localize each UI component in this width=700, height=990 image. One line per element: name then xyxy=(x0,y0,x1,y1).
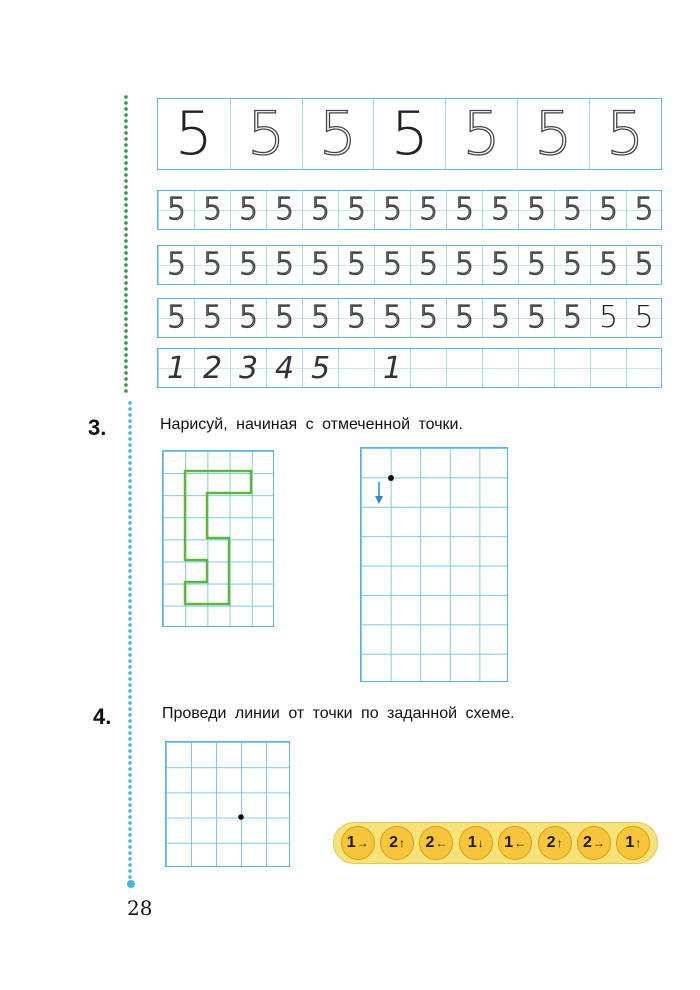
scheme-step: 1 ↓ xyxy=(459,826,493,860)
digit-sample: 5 xyxy=(634,300,654,335)
digit-trace[interactable]: 5 xyxy=(318,99,358,169)
digit-trace[interactable]: 5 xyxy=(310,247,331,282)
arrow-right-icon: → xyxy=(592,836,605,850)
empty-cell[interactable] xyxy=(626,349,661,387)
row1-cell xyxy=(517,99,589,169)
scheme-step: 1 → xyxy=(341,826,375,860)
scheme-step: 2 → xyxy=(577,826,611,860)
digit-trace[interactable]: 5 xyxy=(166,300,187,335)
digit-trace[interactable]: 5 xyxy=(418,300,439,335)
margin-dotted-line-blue xyxy=(127,400,133,880)
scheme-step: 2 ↑ xyxy=(380,826,414,860)
digit-trace[interactable]: 5 xyxy=(238,247,259,282)
digit-trace[interactable]: 5 xyxy=(166,247,187,282)
digit-trace[interactable]: 5 xyxy=(418,247,439,282)
digit-trace[interactable]: 5 xyxy=(346,247,367,282)
scheme-step: 2 ↑ xyxy=(538,826,572,860)
digit-trace[interactable]: 5 xyxy=(454,192,475,227)
digit-trace[interactable]: 5 xyxy=(562,247,583,282)
direction-scheme xyxy=(333,822,658,864)
digit-trace[interactable]: 5 xyxy=(202,247,223,282)
empty-cell[interactable] xyxy=(590,349,626,387)
handwritten-digit: 1 xyxy=(382,350,403,386)
digit-trace[interactable]: 5 xyxy=(247,99,286,169)
sample-grid xyxy=(162,450,274,627)
arrow-left-icon: ← xyxy=(435,836,448,850)
empty-cell[interactable] xyxy=(482,349,518,387)
task-3-number: 3. xyxy=(88,415,107,440)
drawing-grid[interactable] xyxy=(360,447,508,682)
task-4-number: 4. xyxy=(93,704,112,729)
row1-cell xyxy=(158,99,230,169)
down-arrow-icon xyxy=(375,496,383,504)
digit-trace[interactable]: 5 xyxy=(454,300,475,335)
scheme-step: 1 ← xyxy=(498,826,532,860)
digit-trace[interactable]: 5 xyxy=(526,247,547,282)
handwritten-digit: 1 xyxy=(166,350,187,386)
arrow-down-icon: ↓ xyxy=(477,836,484,850)
digit-trace[interactable]: 5 xyxy=(202,300,223,335)
empty-cell[interactable] xyxy=(338,349,374,387)
scheme-step: 2 ← xyxy=(419,826,453,860)
writing-row-3 xyxy=(157,245,662,285)
writing-row-5 xyxy=(157,348,662,388)
digit-trace[interactable]: 5 xyxy=(526,300,547,335)
empty-cell[interactable] xyxy=(518,349,554,387)
digit-trace[interactable]: 5 xyxy=(202,192,223,227)
start-dot xyxy=(238,814,244,820)
digit-trace[interactable]: 5 xyxy=(606,99,645,169)
digit-trace[interactable]: 5 xyxy=(310,300,331,335)
row1-cell xyxy=(230,99,302,169)
digit-trace[interactable]: 5 xyxy=(634,192,654,227)
digit-trace[interactable]: 5 xyxy=(346,192,367,227)
digit-trace[interactable]: 5 xyxy=(382,247,403,282)
digit-sample: 5 xyxy=(598,300,619,335)
handwritten-digit: 5 xyxy=(310,350,331,386)
digit-trace[interactable]: 5 xyxy=(166,192,187,227)
digit-trace[interactable]: 5 xyxy=(382,300,403,335)
digit-trace[interactable]: 5 xyxy=(490,300,511,335)
page-number: 28 xyxy=(127,896,153,920)
empty-cell[interactable] xyxy=(554,349,590,387)
digit-trace[interactable]: 5 xyxy=(454,247,475,282)
scheme-grid[interactable] xyxy=(165,741,290,867)
digit-trace[interactable]: 5 xyxy=(562,192,583,227)
handwritten-digit: 3 xyxy=(238,350,259,386)
margin-end-dot xyxy=(127,880,135,888)
arrow-right-icon: → xyxy=(356,836,369,850)
digit-trace[interactable]: 5 xyxy=(490,192,511,227)
digit-trace[interactable]: 5 xyxy=(418,192,439,227)
handwritten-digit: 4 xyxy=(274,350,295,386)
arrow-left-icon: ← xyxy=(514,836,527,850)
digit-trace[interactable]: 5 xyxy=(310,192,331,227)
digit-trace[interactable]: 5 xyxy=(274,247,295,282)
digit-trace[interactable]: 5 xyxy=(346,300,367,335)
green-five-shape xyxy=(163,451,275,628)
empty-cell[interactable] xyxy=(446,349,482,387)
row1-cell xyxy=(445,99,517,169)
writing-row-2 xyxy=(157,190,662,230)
writing-row-4 xyxy=(157,298,662,338)
digit-sample: 5 xyxy=(174,99,213,169)
digit-trace[interactable]: 5 xyxy=(598,247,619,282)
digit-trace[interactable]: 5 xyxy=(526,192,547,227)
row1-cell xyxy=(589,99,661,169)
empty-cell[interactable] xyxy=(410,349,446,387)
digit-trace[interactable]: 5 xyxy=(274,192,295,227)
arrow-up-icon: ↑ xyxy=(399,836,406,850)
digit-trace[interactable]: 5 xyxy=(274,300,295,335)
digit-sample: 5 xyxy=(390,99,429,169)
digit-trace[interactable]: 5 xyxy=(634,247,654,282)
digit-trace[interactable]: 5 xyxy=(598,192,619,227)
handwritten-digit: 2 xyxy=(202,350,223,386)
margin-dotted-line-green xyxy=(123,94,129,394)
digit-trace[interactable]: 5 xyxy=(238,300,259,335)
writing-row-1 xyxy=(157,98,662,170)
row1-cell xyxy=(302,99,374,169)
digit-trace[interactable]: 5 xyxy=(462,99,501,169)
arrow-up-icon: ↑ xyxy=(635,836,642,850)
row1-cell xyxy=(373,99,445,169)
arrow-up-icon: ↑ xyxy=(556,836,563,850)
task-4-instruction: Проведи линии от точки по заданной схеме. xyxy=(162,705,515,722)
scheme-step: 1 ↑ xyxy=(616,826,650,860)
digit-trace[interactable]: 5 xyxy=(562,300,583,335)
digit-trace[interactable]: 5 xyxy=(382,192,403,227)
digit-trace[interactable]: 5 xyxy=(534,99,573,169)
scheme-start-marker xyxy=(166,742,291,868)
task-3-instruction: Нарисуй, начиная с отмеченной точки. xyxy=(160,416,463,433)
digit-trace[interactable]: 5 xyxy=(490,247,511,282)
start-dot xyxy=(388,475,394,481)
start-marker xyxy=(361,448,509,683)
digit-trace[interactable]: 5 xyxy=(238,192,259,227)
